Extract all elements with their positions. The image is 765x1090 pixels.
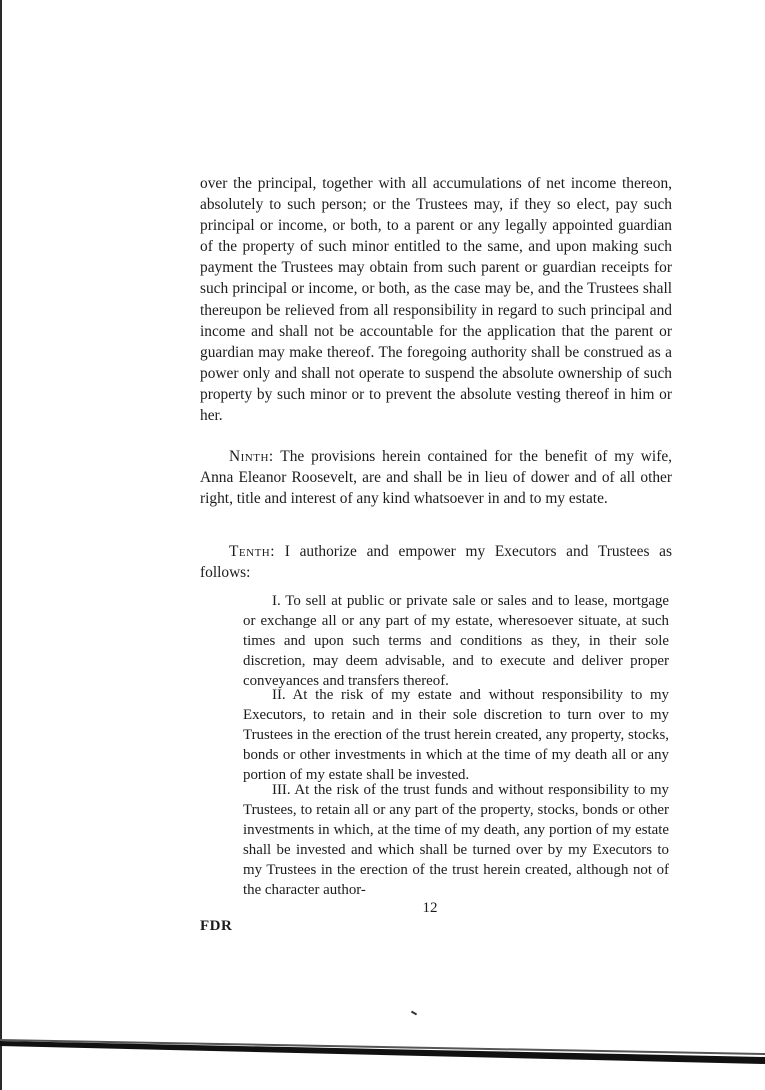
power-item-2: II. At the risk of my estate and without responsibility to my Executors, to retain and in their sole discretion to turn over to my Trustees in the erection of the trust herein created, any property, stocks, bonds or other investments in which at the time of my death all or any portion of my estate shall be invested. bbox=[243, 687, 669, 784]
power-item-1: I. To sell at public or private sale or sales and to lease, mortgage or exchange all or any part of my estate, wheresoever situate, at such times and upon such terms and conditions as they, in their sole discretion, may deem advisable, and to execute and deliver proper conveyances and transfers thereof. bbox=[243, 593, 669, 690]
article-text-tenth: I authorize and empower my Executors and Trustees as follows: bbox=[200, 543, 672, 582]
power-item-3: III. At the risk of the trust funds and without responsibility to my Trustees, to retain all or any part of the property, stocks, bonds or other investments in which, at the time of my death, any portion of my estate shall be invested and which shall be turned over by my Executors to my Trustees in the erection of the trust herein created, although not of the character author- bbox=[243, 782, 669, 899]
fdr-initials: FDR bbox=[200, 918, 233, 934]
article-text-ninth: The provisions herein contained for the benefit of my wife, Anna Eleanor Roosevelt, are and shall be in lieu of dower and of all other right, title and interest of any kind whatsoever in and to my estate. bbox=[200, 448, 672, 508]
paragraph-continuation: over the principal, together with all accumulations of net income thereon, absolutely to such person; or the Trustees may, if they so elect, pay such principal or income, or both, to a parent or any legally appointed guardian of the property of such minor entitled to the same, and upon making such payment the Trustees may obtain from such parent or guardian receipts for such principal or income, or both, as the case may be, and the Trustees shall thereupon be relieved from all responsibility in regard to such principal and income and shall not be accountable for the application that the parent or guardian may make thereof. The foregoing authority shall be construed as a power only and shall not operate to suspend the absolute ownership of such property by such minor or to prevent the absolute vesting thereof in him or her. bbox=[200, 175, 672, 425]
page-number: 12 bbox=[422, 900, 438, 916]
article-heading-ninth: Ninth: bbox=[229, 448, 274, 465]
paragraph-tenth bbox=[200, 541, 672, 583]
stray-scan-mark bbox=[411, 1011, 417, 1016]
paragraph-ninth bbox=[200, 446, 672, 509]
article-heading-tenth: Tenth: bbox=[229, 543, 276, 560]
scan-bottom-rule bbox=[0, 1037, 765, 1067]
